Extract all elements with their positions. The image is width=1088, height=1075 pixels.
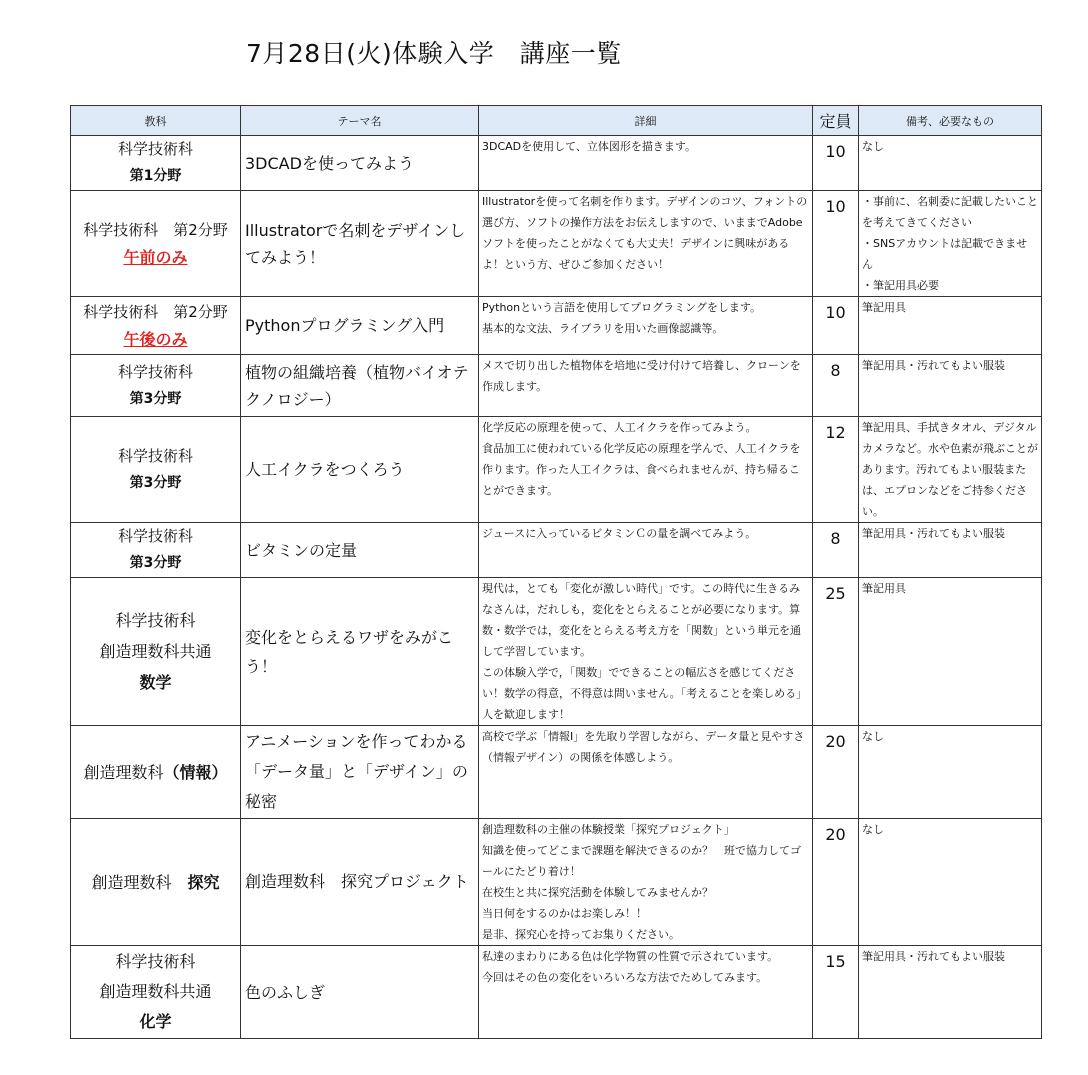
- detail-cell: ジュースに入っているビタミンＣの量を調べてみよう。: [479, 523, 813, 578]
- subject-department: 科学技術科: [117, 362, 193, 381]
- subject-joint: 創造理数科共通: [99, 642, 212, 661]
- subject-department: 創造理数科: [91, 872, 188, 892]
- subject-field: （情報）: [163, 762, 228, 782]
- header-detail: 詳細: [479, 106, 813, 136]
- subject-field: 探究: [187, 872, 220, 892]
- subject-cell: [71, 417, 241, 523]
- capacity-cell: 10: [813, 136, 859, 191]
- subject-department: 科学技術科: [117, 527, 193, 545]
- theme-cell: 創造理数科 探究プロジェクト: [241, 819, 479, 946]
- subject-cell: [71, 578, 241, 726]
- subject-cell: [71, 726, 241, 819]
- notes-cell: なし: [859, 819, 1042, 946]
- table-row: [71, 355, 1042, 417]
- notes-cell: なし: [859, 136, 1042, 191]
- theme-cell: 植物の組織培養（植物バイオテクノロジー）: [241, 355, 479, 417]
- table-row: [71, 946, 1042, 1039]
- notes-cell: なし: [859, 726, 1042, 819]
- detail-cell: 現代は，とても「変化が激しい時代」です。この時代に生きるみなさんは，だれしも，変化をとらえることが必要になります。算数・数学では，変化をとらえる考え方を「関数」という単元を通して学習しています。 この体験入学で，「関数」でできることの幅広さを感じてください！数学の得意，不得意は問いません。「考えることを楽しめる」人を歓迎します！: [479, 578, 813, 726]
- theme-cell: 人工イクラをつくろう: [241, 417, 479, 523]
- capacity-cell: 10: [813, 297, 859, 355]
- subject-department: 科学技術科: [117, 140, 193, 158]
- notes-cell: 筆記用具・汚れてもよい服装: [859, 523, 1042, 578]
- capacity-cell: 20: [813, 819, 859, 946]
- table-row: [71, 191, 1042, 297]
- header-capacity: 定員: [813, 106, 859, 136]
- subject-cell: [71, 946, 241, 1039]
- subject-field: 第3分野: [129, 555, 182, 571]
- table-row: [71, 417, 1042, 523]
- subject-field: 数学: [139, 673, 172, 692]
- table-row: [71, 297, 1042, 355]
- course-table: [70, 105, 1042, 1039]
- subject-department: 科学技術科 第2分野: [83, 220, 228, 239]
- theme-cell: 変化をとらえるワザをみがこう！: [241, 578, 479, 726]
- session-note-afternoon: 午後のみ: [123, 329, 188, 349]
- subject-department: 創造理数科: [83, 762, 164, 782]
- subject-cell: [71, 819, 241, 946]
- subject-cell: [71, 191, 241, 297]
- notes-cell: ・事前に、名刺委に記載したいことを考えてきてください ・SNSアカウントは記載できません ・筆記用具必要: [859, 191, 1042, 297]
- subject-department: 科学技術科: [115, 611, 196, 630]
- capacity-cell: 8: [813, 355, 859, 417]
- header-notes: 備考、必要なもの: [859, 106, 1042, 136]
- notes-cell: 筆記用具、手拭きタオル、デジタルカメラなど。水や色素が飛ぶことがあります。汚れてもよい服装または、エプロンなどをご持参ください。: [859, 417, 1042, 523]
- subject-field: 第3分野: [129, 474, 182, 491]
- table-row: [71, 523, 1042, 578]
- subject-joint: 創造理数科共通: [99, 982, 212, 1001]
- capacity-cell: 15: [813, 946, 859, 1039]
- capacity-cell: 20: [813, 726, 859, 819]
- capacity-cell: 12: [813, 417, 859, 523]
- notes-cell: 筆記用具: [859, 297, 1042, 355]
- capacity-cell: 10: [813, 191, 859, 297]
- subject-department: 科学技術科: [117, 446, 193, 465]
- theme-cell: Pythonプログラミング入門: [241, 297, 479, 355]
- table-header-row: [71, 106, 1042, 136]
- header-subject: 教科: [71, 106, 241, 136]
- subject-cell: [71, 355, 241, 417]
- table-row: [71, 819, 1042, 946]
- capacity-cell: 25: [813, 578, 859, 726]
- subject-field: 第1分野: [129, 168, 182, 184]
- subject-cell: [71, 297, 241, 355]
- detail-cell: Pythonという言語を使用してプログラミングをします。 基本的な文法、ライブラリを用いた画像認識等。: [479, 297, 813, 355]
- detail-cell: 私達のまわりにある色は化学物質の性質で示されています。 今回はその色の変化をいろいろな方法でためしてみます。: [479, 946, 813, 1039]
- detail-cell: 創造理数科の主催の体験授業「探究プロジェクト」 知識を使ってどこまで課題を解決できるのか？ 班で協力してゴールにたどり着け！ 在校生と共に探究活動を体験してみませんか？ 当日何をするのかはお楽しみ！！ 是非、探究心を持ってお集りください。: [479, 819, 813, 946]
- subject-field: 化学: [139, 1012, 172, 1031]
- table-row: [71, 726, 1042, 819]
- subject-cell: [71, 523, 241, 578]
- theme-cell: Illustratorで名刺をデザインしてみよう！: [241, 191, 479, 297]
- capacity-cell: 8: [813, 523, 859, 578]
- page-title: 7月28日(火)体験入学 講座一覧: [246, 39, 622, 68]
- table-row: [71, 578, 1042, 726]
- notes-cell: 筆記用具・汚れてもよい服装: [859, 355, 1042, 417]
- theme-cell: ビタミンの定量: [241, 523, 479, 578]
- theme-cell: 色のふしぎ: [241, 946, 479, 1039]
- table-row: [71, 136, 1042, 191]
- subject-cell: [71, 136, 241, 191]
- session-note-morning: 午前のみ: [123, 247, 188, 267]
- theme-cell: 3DCADを使ってみよう: [241, 136, 479, 191]
- detail-cell: 化学反応の原理を使って、人工イクラを作ってみよう。 食品加工に使われている化学反応の原理を学んで、人工イクラを作ります。作った人工イクラは、食べられませんが、持ち帰ることができます。: [479, 417, 813, 523]
- notes-cell: 筆記用具・汚れてもよい服装: [859, 946, 1042, 1039]
- detail-cell: Illustratorを使って名刺を作ります。デザインのコツ、フォントの選び方、ソフトの操作方法をお伝えしますので、いままでAdobeソフトを使ったことがなくても大丈夫！デザインに興味があるよ！という方、ぜひご参加ください！: [479, 191, 813, 297]
- theme-cell: アニメーションを作ってわかる「データ量」と「デザイン」の秘密: [241, 726, 479, 819]
- subject-department: 科学技術科: [115, 952, 196, 971]
- detail-cell: 高校で学ぶ「情報Ⅰ」を先取り学習しながら、データ量と見やすさ（情報デザイン）の関係を体感しよう。: [479, 726, 813, 819]
- detail-cell: 3DCADを使用して、立体図形を描きます。: [479, 136, 813, 191]
- header-theme: テーマ名: [241, 106, 479, 136]
- notes-cell: 筆記用具: [859, 578, 1042, 726]
- subject-department: 科学技術科 第2分野: [83, 302, 228, 321]
- detail-cell: メスで切り出した植物体を培地に受け付けて培養し、クローンを作成します。: [479, 355, 813, 417]
- subject-field: 第3分野: [129, 390, 182, 407]
